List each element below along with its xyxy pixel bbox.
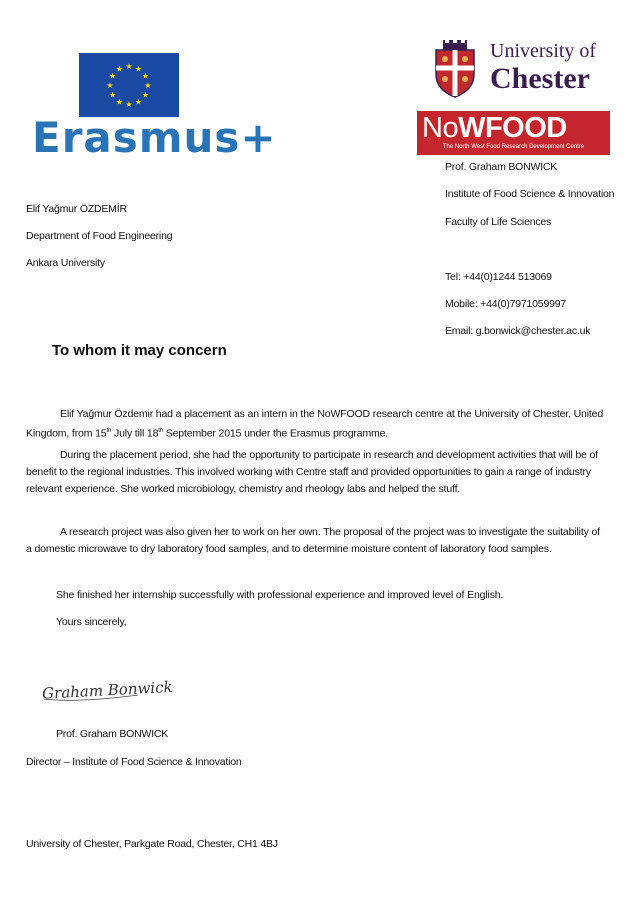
sender-email: Email: g.bonwick@chester.ac.uk [445,325,591,337]
eu-star-icon: ★ [125,62,133,71]
eu-star-icon: ★ [134,64,143,74]
nowfood-main: WFOOD [458,112,567,144]
eu-star-icon: ★ [141,71,150,81]
p1-text-b: July till 18 [111,427,159,440]
p1-sup-1: th [106,428,112,434]
footer-address: University of Chester, Parkgate Road, Chester, CH1 4BJ [26,838,278,850]
eu-star-icon: ★ [115,97,124,107]
p1-text-c: September 2015 under the Erasmus programme. [163,427,389,440]
chester-text: Chester [490,62,590,95]
nowfood-subtitle: The North West Food Research Development Centre [442,144,585,150]
nowfood-prefix: No [422,112,459,144]
eu-star-icon: ★ [106,81,114,90]
p1-text-a: Elif Yağmur Özdemir had a placement as an intern in the NoWFOOD research centre at the University of Chester, United Kingdom, from 15 [26,408,604,440]
eu-flag-icon [79,53,179,117]
university-of-text: University of [490,40,597,62]
paragraph-project: A research project was also given her to work on her own. The proposal of the project was to investigate the suitability of a domestic microwave to dry laboratory food samples, and to determine moisture content of laboratory food samples. [26,526,600,555]
nowfood-logo [417,111,610,155]
p1-sup-2: th [158,428,163,434]
erasmus-wordmark: Erasmus+ [32,113,277,162]
handwritten-signature [38,672,174,706]
chester-crest-icon [430,40,480,98]
closing-text: Yours sincerely, [56,616,127,628]
eu-star-icon: ★ [108,90,117,100]
recipient-name: Elif Yağmur ÖZDEMİR [26,203,127,215]
sender-institute: Institute of Food Science & Innovation [445,188,615,200]
svg-text:Graham Bonwick: Graham Bonwick [41,677,174,703]
nowfood-wordmark [422,112,567,145]
recipient-university: Ankara University [26,257,105,269]
paragraph-placement [26,406,606,443]
eu-star-icon: ★ [125,100,133,109]
eu-star-icon: ★ [108,71,117,81]
eu-star-icon: ★ [144,81,152,90]
sender-mobile: Mobile: +44(0)7971059997 [445,298,567,310]
paragraph-activities: During the placement period, she had the opportunity to participate in research and development activities that will be of benefit to the regional industries. This involved working with Centre staff and provided opportunities to gain a range of industry relevant experience. She worked microbiology, chemistry and rheology labs and helped the stuff. [26,449,598,495]
eu-star-icon: ★ [115,64,124,74]
signatory-title: Director – Institute of Food Science & Innovation [26,756,242,768]
eu-star-icon: ★ [134,97,143,107]
university-of-chester-logo [430,40,610,102]
letter-heading: To whom it may concern [52,342,227,359]
recipient-department: Department of Food Engineering [26,230,173,242]
sender-name: Prof. Graham BONWICK [445,161,558,173]
eu-star-icon: ★ [141,90,150,100]
paragraph-finished: She finished her internship successfully with professional experience and improved level of English. [56,589,504,601]
erasmus-logo [32,50,277,162]
signatory-name: Prof. Graham BONWICK [56,728,169,740]
sender-tel: Tel: +44(0)1244 513069 [445,271,552,283]
sender-faculty: Faculty of Life Sciences [445,216,552,228]
